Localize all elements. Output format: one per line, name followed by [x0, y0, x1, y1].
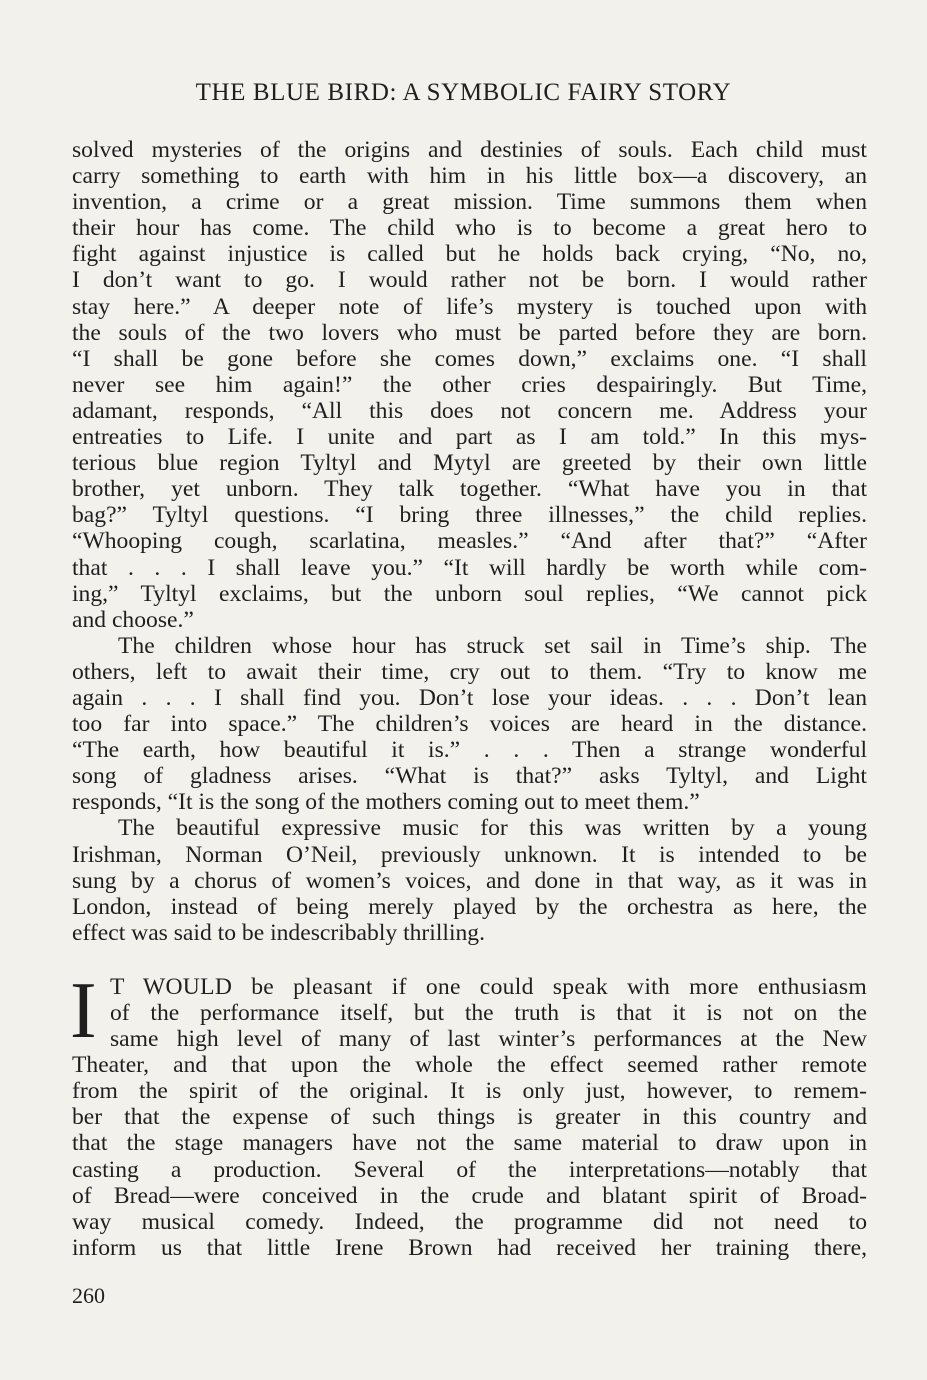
- text-line: responds, “It is the song of the mothers coming out to meet them.”: [72, 789, 700, 816]
- page-number: 260: [72, 1283, 105, 1308]
- text-line: stay here.” A deeper note of life’s mystery is touched upon with: [72, 293, 867, 320]
- paragraph-4: [70, 966, 867, 1261]
- text-line: others, left to await their time, cry out to them. “Try to know me: [72, 658, 867, 685]
- text-line: brother, yet unborn. They talk together. “What have you in that: [72, 476, 867, 503]
- text-line: The children whose hour has struck set sail in Time’s ship. The: [118, 632, 867, 659]
- text-line: song of gladness arises. “What is that?” asks Tyltyl, and Light: [72, 763, 867, 790]
- text-line: entreaties to Life. I unite and part as I am told.” In this mys-: [72, 424, 867, 451]
- text-line: “The earth, how beautiful it is.” . . . Then a strange wonderful: [72, 737, 867, 764]
- text-line: “Whooping cough, scarlatina, measles.” “And after that?” “After: [72, 528, 867, 555]
- section-break: [72, 946, 867, 974]
- text-line: The beautiful expressive music for this was written by a young: [118, 815, 867, 842]
- text-line: same high level of many of last winter’s performances at the New: [110, 1026, 867, 1053]
- text-line: effect was said to be indescribably thrilling.: [72, 919, 485, 946]
- text-line: Theater, and that upon the whole the effect seemed rather remote: [72, 1052, 867, 1079]
- text-line: ber that the expense of such things is greater in this country and: [72, 1104, 867, 1131]
- text-line: inform us that little Irene Brown had received her training there,: [72, 1234, 867, 1261]
- text-line: bag?” Tyltyl questions. “I bring three illnesses,” the child replies.: [72, 502, 867, 529]
- text-line: of Bread—were conceived in the crude and blatant spirit of Broad-: [72, 1182, 867, 1209]
- text-line: solved mysteries of the origins and destinies of souls. Each child must: [72, 137, 867, 163]
- text-line: their hour has come. The child who is to become a great hero to: [72, 215, 867, 242]
- text-line: “I shall be gone before she comes down,” exclaims one. “I shall: [72, 345, 867, 372]
- text-line: casting a production. Several of the interpretations—notably that: [72, 1156, 867, 1183]
- text-line: the souls of the two lovers who must be parted before they are born.: [72, 319, 867, 346]
- text-line: I don’t want to go. I would rather not be born. I would rather: [72, 267, 867, 294]
- text-line: way musical comedy. Indeed, the programme did not need to: [72, 1208, 867, 1235]
- running-head: THE BLUE BIRD: A SYMBOLIC FAIRY STORY: [195, 79, 732, 106]
- text-line: too far into space.” The children’s voices are heard in the distance.: [72, 711, 867, 738]
- paragraph-3: [72, 815, 867, 945]
- text-line: again . . . I shall find you. Don’t lose your ideas. . . . Don’t lean: [72, 684, 867, 711]
- text-line: sung by a chorus of women’s voices, and done in that way, as it was in: [72, 867, 867, 894]
- text-line: Irishman, Norman O’Neil, previously unknown. It is intended to be: [72, 841, 867, 868]
- text-line: and choose.”: [72, 606, 194, 633]
- text-line: invention, a crime or a great mission. Time summons them when: [72, 189, 867, 216]
- text-line: carry something to earth with him in his little box—a discovery, an: [72, 163, 867, 190]
- text-line: T WOULD be pleasant if one could speak with more enthusiasm: [110, 973, 867, 1000]
- paragraph-1: [72, 137, 867, 633]
- text-line: adamant, responds, “All this does not concern me. Address your: [72, 397, 867, 424]
- text-line: from the spirit of the original. It is only just, however, to remem-: [72, 1078, 867, 1105]
- drop-cap: I: [70, 966, 97, 1055]
- body-text: [72, 137, 867, 1261]
- text-line: London, instead of being merely played by the orchestra as here, the: [72, 893, 867, 920]
- text-line: that the stage managers have not the same material to draw upon in: [72, 1130, 867, 1157]
- text-line: never see him again!” the other cries despairingly. But Time,: [72, 371, 867, 398]
- text-line: terious blue region Tyltyl and Mytyl are greeted by their own little: [72, 450, 867, 477]
- text-line: that . . . I shall leave you.” “It will hardly be worth while com-: [72, 554, 867, 581]
- text-line: ing,” Tyltyl exclaims, but the unborn soul replies, “We cannot pick: [72, 580, 867, 607]
- paragraph-2: [72, 633, 867, 816]
- text-line: of the performance itself, but the truth is that it is not on the: [110, 1000, 867, 1026]
- text-line: fight against injustice is called but he holds back crying, “No, no,: [72, 241, 867, 268]
